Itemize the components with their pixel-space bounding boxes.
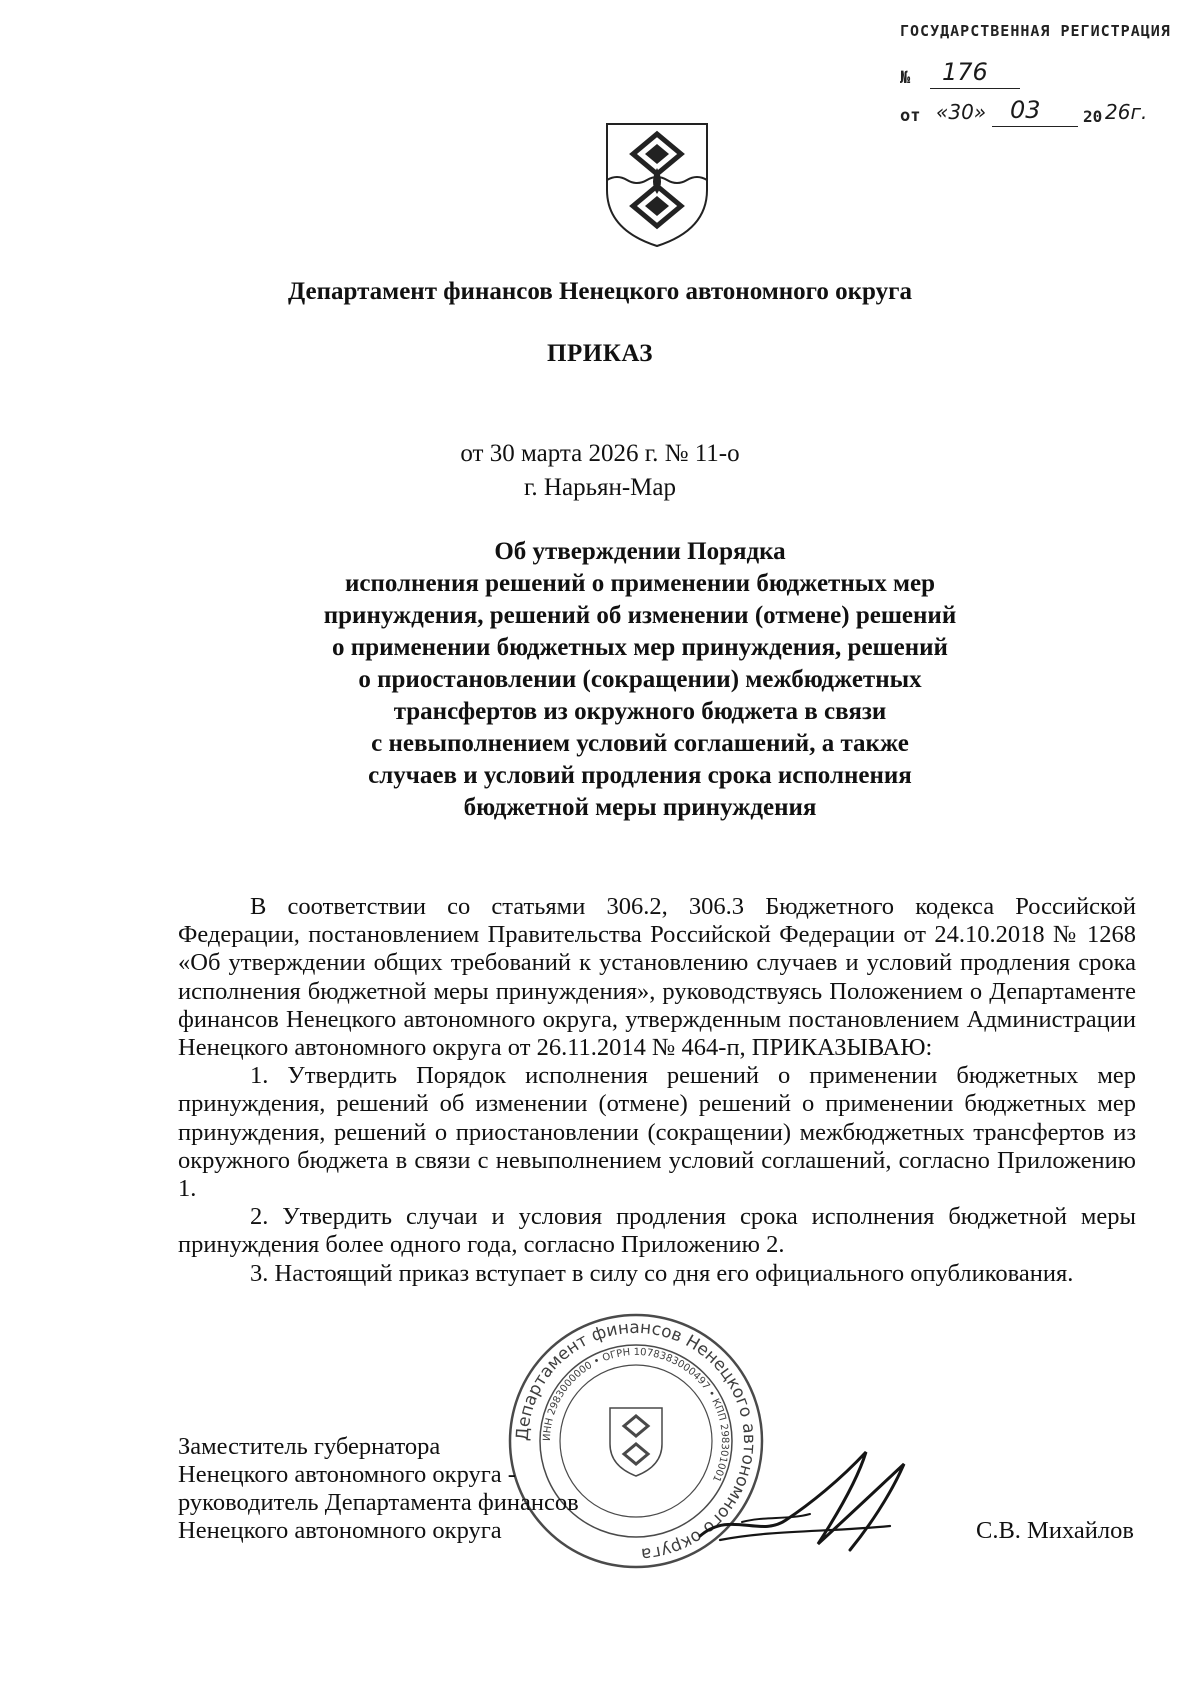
subject-line: с невыполнением условий соглашений, а также — [371, 730, 909, 757]
subject-line: исполнения решений о применении бюджетных мер — [344, 570, 936, 597]
month-underline — [992, 126, 1078, 127]
signatory-position — [178, 1433, 579, 1545]
seal-inner-text: ИНН 2983000000 • ОГРН 1078383000497 • КПП 298301001 — [541, 1346, 731, 1484]
order-subject — [220, 536, 1060, 824]
registration-date-label: от — [900, 106, 921, 126]
registration-number-line — [900, 58, 1180, 92]
registration-date-line — [900, 96, 1180, 130]
registration-number-value: 176 — [942, 58, 988, 86]
registration-title: ГОСУДАРСТВЕННАЯ РЕГИСТРАЦИЯ — [900, 22, 1171, 40]
number-underline — [930, 88, 1020, 89]
coat-of-arms-icon — [603, 120, 711, 250]
subject-line: трансфертов из окружного бюджета в связи — [393, 698, 887, 725]
signatory-position-line: Ненецкого автономного округа - — [178, 1461, 516, 1488]
document-type: ПРИКАЗ — [547, 340, 653, 367]
signatory-name: С.В. Михайлов — [976, 1517, 1134, 1544]
registration-date-day: «30» — [936, 100, 987, 124]
registration-date-year-prefix: 20 — [1083, 107, 1103, 126]
registration-stamp — [900, 22, 1180, 130]
subject-line: о приостановлении (сокращении) межбюджетных — [358, 666, 922, 693]
registration-date-year-suffix: 26г. — [1105, 100, 1148, 124]
subject-line: принуждения, решений об изменении (отмене) решений — [323, 602, 957, 629]
subject-line: о применении бюджетных мер принуждения, решений — [332, 634, 948, 661]
signatory-position-line: Ненецкого автономного округа — [178, 1517, 502, 1544]
order-item-3: 3. Настоящий приказ вступает в силу со дня его официального опубликования. — [250, 1259, 1074, 1287]
department-name: Департамент финансов Ненецкого автономного округа — [288, 278, 912, 305]
handwritten-signature-icon — [690, 1440, 920, 1560]
signatory-position-line: Заместитель губернатора — [178, 1433, 441, 1460]
subject-line: бюджетной меры принуждения — [463, 794, 817, 821]
order-item-1: 1. Утвердить Порядок исполнения решений о применении бюджетных мер принуждения, решений об изменении (отмене) решений о применении бюджетных мер принуждения, решений о приостановлении (сокращении) межбюджетных трансфертов из окружного бюджета в связи с невыполнением условий соглашений, согласно Приложению 1. — [178, 1062, 1136, 1203]
signatory-position-line: руководитель Департамента финансов — [178, 1489, 579, 1516]
order-date-number: от 30 марта 2026 г. № 11-о — [460, 440, 740, 467]
order-city: г. Нарьян-Мар — [523, 474, 676, 501]
seal-outer-text: Департамент финансов Ненецкого автономного округа — [512, 1317, 760, 1565]
subject-line: случаев и условий продления срока исполнения — [368, 762, 912, 789]
preamble-paragraph: В соответствии со статьями 306.2, 306.3 Бюджетного кодекса Российской Федерации, постановлением Правительства Российской Федерации от 24.10.2018 № 1268 «Об утверждении общих требований к установлению случаев и условий продления срока исполнения бюджетной меры принуждения», руководствуясь Положением о Департаменте финансов Ненецкого автономного округа, утвержденным постановлением Администрации Ненецкого автономного округа от 26.11.2014 № 464-п, ПРИКАЗЫВАЮ: — [178, 893, 1136, 1062]
subject-line: Об утверждении Порядка — [494, 538, 786, 565]
registration-number-label: № — [900, 68, 911, 88]
order-body — [178, 893, 1136, 1288]
date-block — [0, 437, 1200, 505]
order-item-2: 2. Утвердить случаи и условия продления срока исполнения бюджетной меры принуждения более одного года, согласно Приложению 2. — [178, 1203, 1136, 1259]
registration-date-month: 03 — [1010, 96, 1041, 124]
